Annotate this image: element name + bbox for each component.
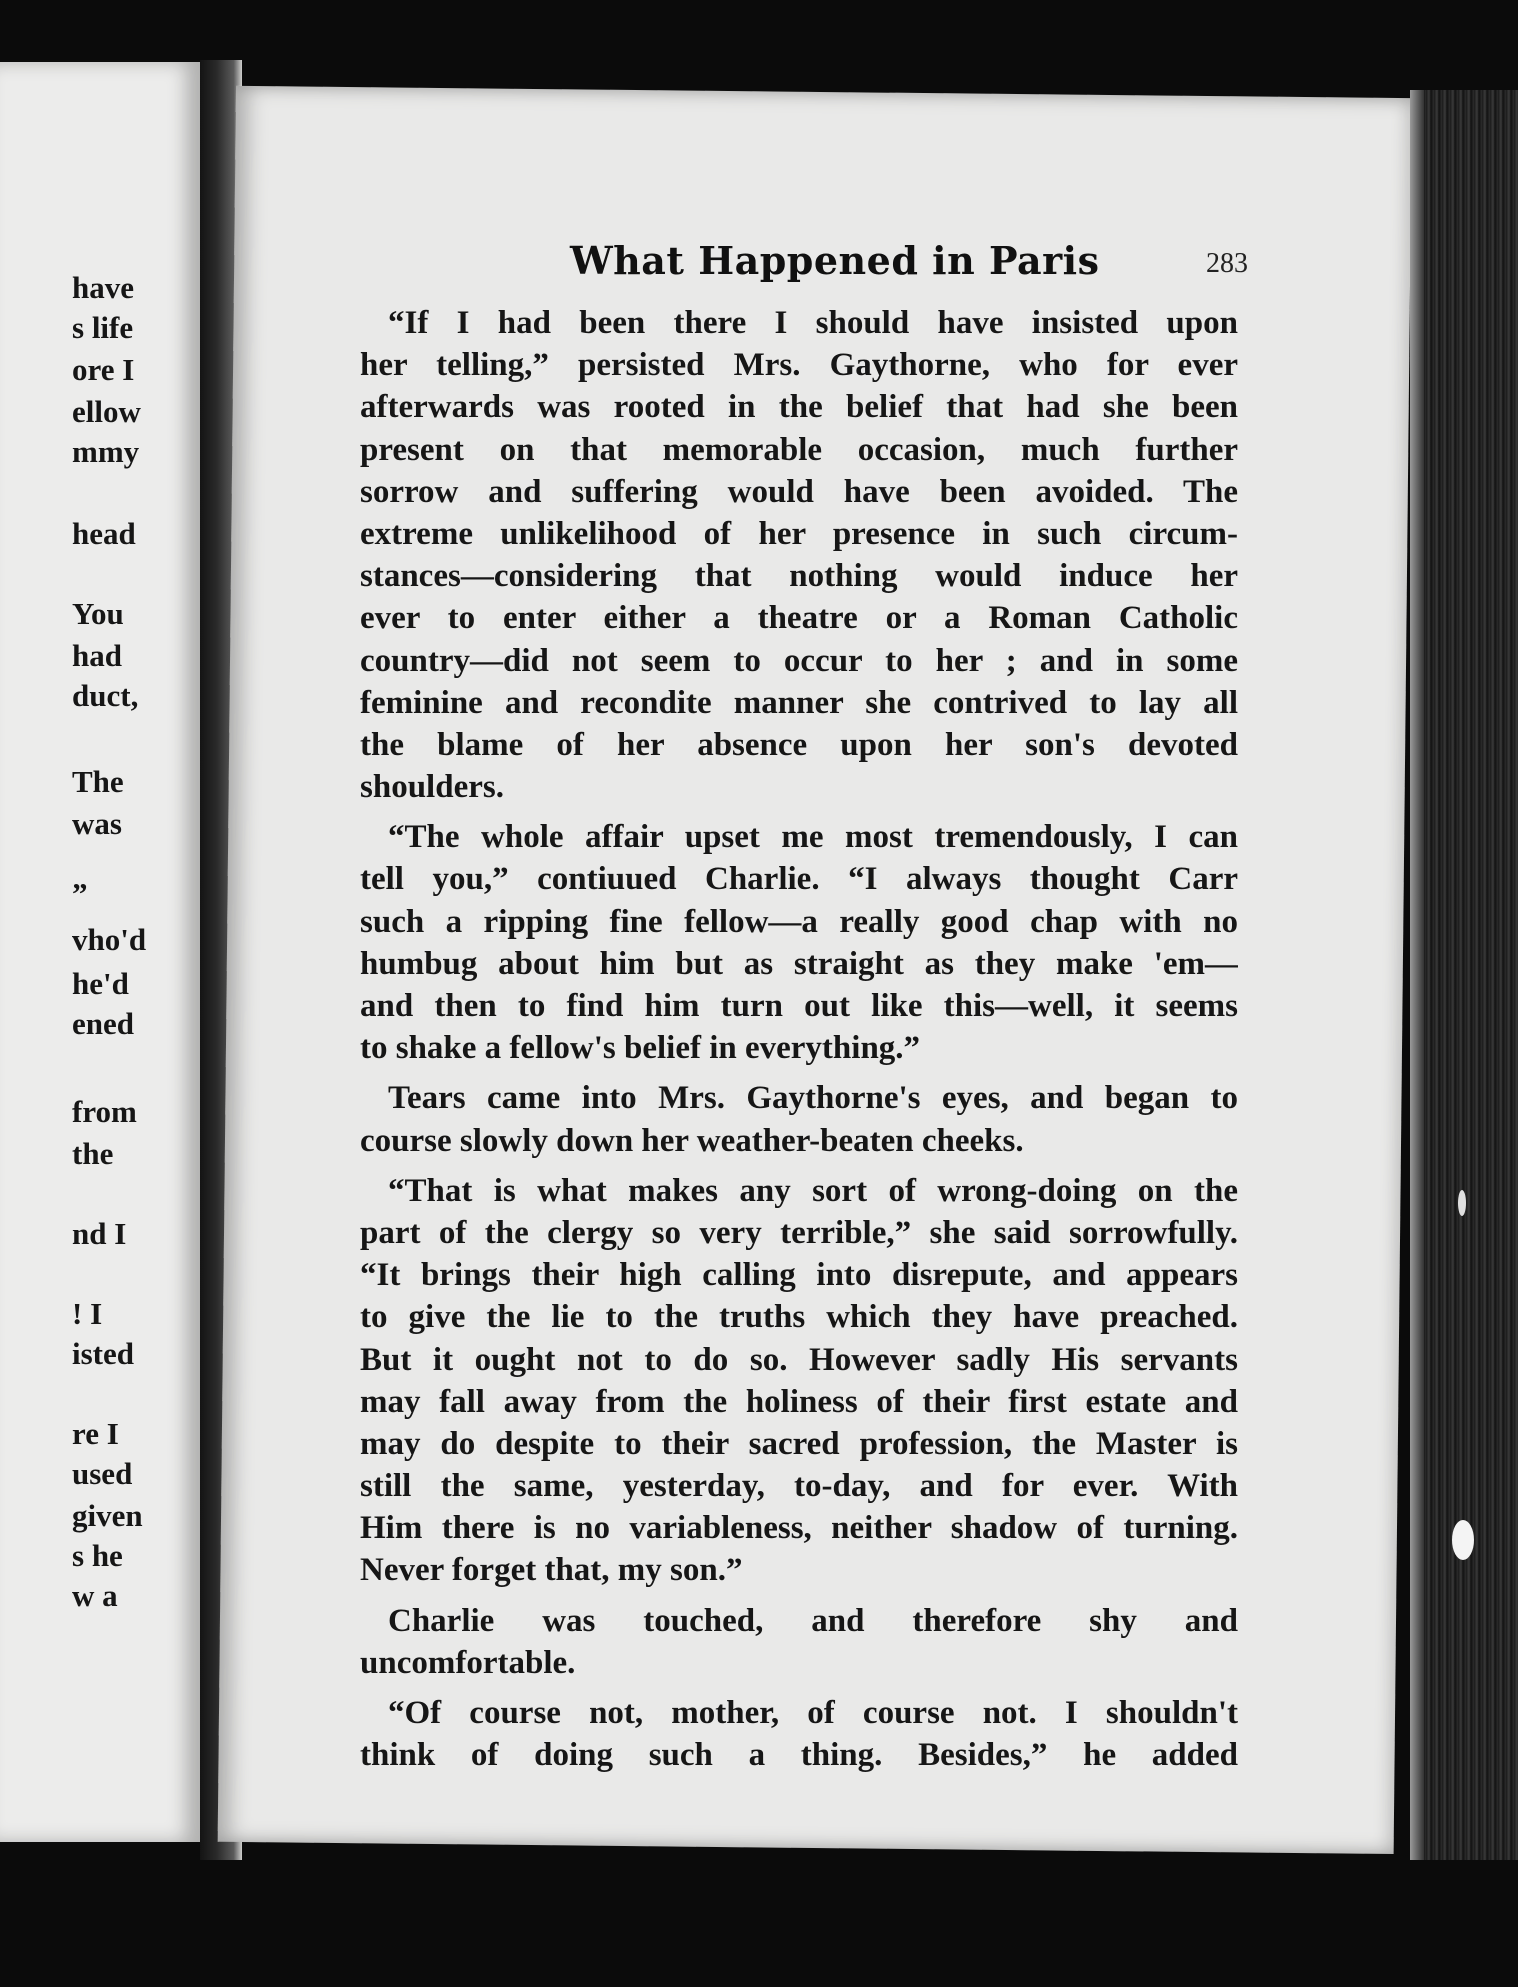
left-page-fragment [0,1094,190,1134]
text-line: still the same, yesterday, to-day, and for ever. With [360,1468,1238,1505]
left-page-fragment [0,1416,190,1456]
left-page-fragment-text: nd I [72,1216,127,1251]
paragraph-gap [360,1684,1238,1692]
left-page-fragment-text: given [72,1498,143,1533]
left-page-fragment [0,876,190,916]
left-page-fragment-text: You [72,596,124,631]
left-page-fragment [0,516,190,556]
left-page-fragment [0,1336,190,1376]
page-header [340,238,1260,288]
text-line: to shake a fellow's belief in everything.” [360,1030,921,1067]
text-line: afterwards was rooted in the belief that had she been [360,389,1238,426]
paper-blemish [1458,1190,1466,1216]
text-line: “If I had been there I should have insisted upon [388,305,1238,341]
left-page-fragment [0,1578,190,1618]
text-line: “It brings their high calling into disrepute, and appears [360,1257,1238,1294]
text-line: part of the clergy so very terrible,” she said sorrowfully. [360,1214,1238,1251]
left-page-fragment-text: s he [72,1538,123,1573]
left-page-fragment [0,310,190,350]
left-page-fragment [0,922,190,962]
left-page-fragment [0,966,190,1006]
text-line: uncomfortable. [360,1644,576,1681]
left-page-fragment-text: w a [72,1578,118,1613]
left-page-fragment-text: s life [72,310,134,345]
text-line: humbug about him but as straight as they make 'em— [360,945,1238,982]
text-line: “The whole affair upset me most tremendously, I can [388,819,1238,856]
left-page-fragment [0,1538,190,1578]
left-page-fragment-text: mmy [72,434,140,469]
text-line: think of doing such a thing. Besides,” he added [360,1737,1238,1774]
left-page-fragment [0,764,190,804]
text-line: sorrow and suffering would have been avoided. The [360,473,1238,510]
text-line: may fall away from the holiness of their first estate and [360,1383,1238,1420]
text-line: may do despite to their sacred profession, the Master is [360,1425,1238,1462]
text-line: to give the lie to the truths which they have preached. [360,1299,1238,1336]
text-line: Tears came into Mrs. Gaythorne's eyes, and began to [388,1080,1238,1117]
left-page-fragment [0,394,190,434]
text-line: the blame of her absence upon her son's devoted [360,726,1238,763]
left-page-fragment-text: re I [72,1416,119,1451]
text-line: Charlie was touched, and therefore shy and [388,1602,1238,1639]
text-line: course slowly down her weather-beaten cheeks. [360,1122,1024,1159]
paragraph-gap [360,808,1238,816]
left-page-fragment [0,434,190,474]
left-page-fragment [0,596,190,636]
page-edge-stack [1410,90,1518,1860]
left-page-fragment-text: was [72,806,122,841]
left-page-fragment-text: vho'd [72,922,147,957]
left-page-fragment [0,270,190,310]
left-page-fragment [0,1456,190,1496]
left-page-fragment-text: ened [72,1006,134,1041]
running-title: What Happened in Paris [570,238,1100,283]
text-line: ever to enter either a theatre or a Roman Catholic [360,600,1238,637]
text-line: tell you,” contiuued Charlie. “I always thought Carr [360,861,1238,898]
page-number: 283 [1206,248,1248,279]
left-page-fragment [0,1296,190,1336]
text-line: extreme unlikelihood of her presence in such circum- [360,515,1238,552]
left-page-fragment [0,352,190,392]
text-line: “Of course not, mother, of course not. I shouldn't [388,1695,1238,1731]
left-page-fragment [0,1136,190,1176]
text-line: Never forget that, my son.” [360,1552,743,1589]
left-page-fragment-text: ore I [72,352,135,387]
left-page-fragment-text: have [72,270,134,305]
left-page-fragment [0,1006,190,1046]
text-line: “That is what makes any sort of wrong-doing on the [388,1172,1238,1209]
paragraph-gap [360,1592,1238,1600]
left-page-fragment-text: used [72,1456,133,1491]
paragraph-gap [360,1069,1238,1077]
left-page-fragment [0,806,190,846]
text-line: feminine and recondite manner she contrived to lay all [360,684,1238,721]
left-facing-page [0,62,208,1842]
left-page-fragment-text: head [72,516,136,551]
text-line: her telling,” persisted Mrs. Gaythorne, who for ever [360,347,1238,384]
text-line: shoulders. [360,769,504,806]
left-page-fragment-text: duct, [72,678,139,713]
left-page-fragment [0,638,190,678]
left-page-fragment-text: ” [72,876,88,911]
left-page-fragment-text: ellow [72,394,141,429]
text-line: But it ought not to do so. However sadly His servants [360,1341,1238,1378]
left-page-fragment [0,1498,190,1538]
left-page-fragment-text: from [72,1094,137,1129]
text-line: such a ripping fine fellow—a really good chap with no [360,903,1238,940]
left-page-fragment-text: The [72,764,124,799]
text-line: present on that memorable occasion, much further [360,431,1238,468]
left-page-fragment-text: had [72,638,122,673]
left-page-fragment-text: ! I [72,1296,103,1331]
left-page-fragment-text: the [72,1136,114,1171]
left-page-fragment-text: he'd [72,966,129,1001]
body-text [360,302,1238,1776]
left-page-fragment-text: isted [72,1336,134,1371]
text-line: stances—considering that nothing would induce her [360,558,1238,595]
left-page-fragment [0,1216,190,1256]
text-line: and then to find him turn out like this—well, it seems [360,988,1238,1024]
paragraph-gap [360,1162,1238,1170]
text-line: Him there is no variableness, neither shadow of turning. [360,1510,1238,1547]
paper-blemish [1452,1520,1474,1560]
left-page-fragment [0,678,190,718]
text-line: country—did not seem to occur to her ; and in some [360,642,1238,679]
